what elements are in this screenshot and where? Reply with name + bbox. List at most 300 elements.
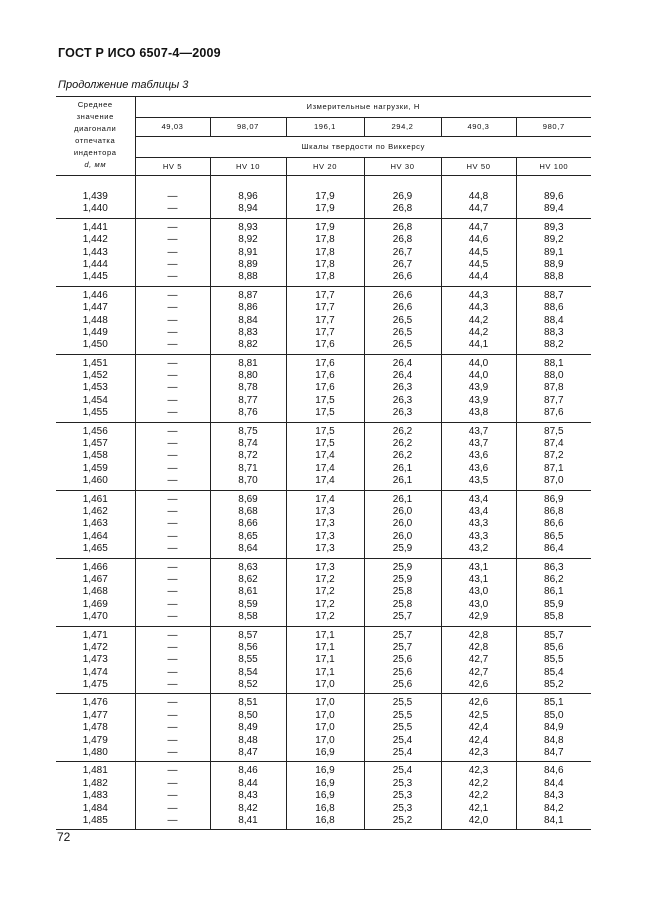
value-hv30: 26,3	[392, 407, 413, 419]
value-hv5: —	[167, 339, 178, 351]
value-d: 1,446	[82, 289, 108, 301]
value-hv20: 17,5	[315, 438, 335, 450]
value-d: 1,477	[82, 709, 108, 721]
value-hv10: 8,46	[238, 765, 258, 777]
value-hv30: 25,3	[392, 790, 413, 802]
value-hv100: 87,0	[544, 475, 564, 487]
value-hv30: 26,8	[392, 221, 413, 233]
value-d: 1,458	[82, 450, 108, 462]
value-hv50: 42,6	[468, 679, 489, 691]
corner-line: индентора	[73, 148, 117, 157]
value-hv100: 86,4	[544, 543, 564, 555]
value-hv20: 16,9	[315, 790, 335, 802]
value-hv20: 17,6	[315, 382, 335, 394]
value-hv50: 44,2	[468, 314, 489, 326]
value-hv10: 8,61	[238, 586, 258, 598]
value-hv20: 17,6	[315, 370, 335, 382]
value-hv50: 43,6	[468, 450, 489, 462]
value-hv50: 43,8	[468, 407, 489, 419]
value-hv10: 8,49	[238, 722, 258, 734]
value-hv30: 25,4	[392, 734, 413, 746]
value-hv5: —	[167, 679, 178, 691]
value-hv20: 17,8	[315, 234, 335, 246]
cell-hv50	[441, 354, 516, 422]
value-hv100: 84,7	[544, 747, 564, 759]
value-hv100: 84,2	[544, 802, 564, 814]
cell-hv30	[364, 762, 441, 830]
value-hv30: 26,7	[392, 246, 413, 258]
cell-hv50	[441, 558, 516, 626]
cell-hv100	[516, 354, 591, 422]
value-hv10: 8,86	[238, 302, 258, 314]
value-d: 1,457	[82, 438, 108, 450]
value-hv20: 17,1	[315, 629, 335, 641]
hardness-table	[56, 96, 591, 830]
value-d: 1,482	[82, 777, 108, 789]
value-hv100: 85,8	[544, 611, 564, 623]
value-hv100: 85,6	[544, 641, 564, 653]
value-hv5: —	[167, 191, 178, 202]
cell-hv20	[286, 626, 364, 694]
value-hv20: 17,5	[315, 407, 335, 419]
cell-d	[56, 490, 135, 558]
value-hv100: 85,7	[544, 629, 564, 641]
value-d: 1,447	[82, 302, 108, 314]
table-caption: Продолжение таблицы 3	[58, 79, 189, 91]
value-hv30: 25,7	[392, 611, 413, 623]
value-hv10: 8,92	[238, 234, 258, 246]
value-hv30: 25,2	[392, 814, 413, 826]
value-hv50: 42,2	[468, 790, 489, 802]
value-hv30: 25,7	[392, 641, 413, 653]
value-hv100: 84,6	[544, 765, 564, 777]
value-hv10: 8,88	[238, 271, 258, 283]
value-hv5: —	[167, 709, 178, 721]
value-hv20: 17,4	[315, 450, 335, 462]
cell-hv30	[364, 188, 441, 218]
value-hv10: 8,56	[238, 641, 258, 653]
value-d: 1,442	[82, 234, 108, 246]
document-header: ГОСТ Р ИСО 6507-4—2009	[58, 46, 221, 60]
value-hv10: 8,96	[238, 191, 258, 202]
value-hv5: —	[167, 586, 178, 598]
value-hv10: 8,78	[238, 382, 258, 394]
value-hv30: 26,5	[392, 314, 413, 326]
value-d: 1,471	[82, 629, 108, 641]
value-hv100: 86,6	[544, 518, 564, 530]
value-hv20: 17,7	[315, 326, 335, 338]
cell-hv100	[516, 490, 591, 558]
value-d: 1,441	[82, 221, 108, 233]
value-hv50: 44,2	[468, 326, 489, 338]
scale-label: HV 30	[364, 158, 441, 176]
value-hv30: 26,0	[392, 518, 413, 530]
cell-hv20	[286, 762, 364, 830]
value-hv100: 86,2	[544, 573, 564, 585]
value-hv20: 17,8	[315, 271, 335, 283]
value-hv20: 17,5	[315, 394, 335, 406]
cell-hv100	[516, 762, 591, 830]
value-hv50: 44,1	[468, 339, 489, 351]
value-d: 1,440	[82, 203, 108, 215]
value-hv50: 43,2	[468, 543, 489, 555]
value-hv100: 87,1	[544, 462, 564, 474]
value-hv20: 17,7	[315, 314, 335, 326]
value-d: 1,455	[82, 407, 108, 419]
cell-hv10	[210, 762, 286, 830]
table-row-group	[56, 286, 591, 354]
value-hv100: 89,4	[544, 203, 564, 215]
load-value: 49,03	[135, 118, 210, 137]
value-hv100: 88,6	[544, 302, 564, 314]
value-hv30: 26,0	[392, 505, 413, 517]
value-hv100: 89,6	[544, 191, 564, 202]
value-hv30: 26,2	[392, 450, 413, 462]
value-hv20: 17,9	[315, 203, 335, 215]
value-hv20: 17,0	[315, 679, 335, 691]
cell-hv5	[135, 626, 210, 694]
value-hv50: 43,6	[468, 462, 489, 474]
value-hv50: 42,0	[468, 814, 489, 826]
value-hv20: 17,2	[315, 573, 335, 585]
cell-hv20	[286, 188, 364, 218]
value-d: 1,459	[82, 462, 108, 474]
cell-hv10	[210, 286, 286, 354]
value-hv10: 8,94	[238, 203, 258, 215]
cell-d	[56, 286, 135, 354]
table-row-group	[56, 626, 591, 694]
value-d: 1,469	[82, 598, 108, 610]
value-hv20: 17,2	[315, 611, 335, 623]
value-hv50: 42,9	[468, 611, 489, 623]
value-hv10: 8,82	[238, 339, 258, 351]
value-hv50: 42,5	[468, 709, 489, 721]
value-hv30: 25,9	[392, 573, 413, 585]
value-d: 1,473	[82, 654, 108, 666]
cell-hv5	[135, 694, 210, 762]
value-hv50: 42,3	[468, 747, 489, 759]
value-hv10: 8,63	[238, 561, 258, 573]
value-hv20: 17,0	[315, 722, 335, 734]
cell-hv20	[286, 218, 364, 286]
value-d: 1,483	[82, 790, 108, 802]
value-hv10: 8,66	[238, 518, 258, 530]
value-hv100: 86,3	[544, 561, 564, 573]
cell-hv30	[364, 286, 441, 354]
value-hv100: 89,2	[544, 234, 564, 246]
value-hv30: 25,5	[392, 709, 413, 721]
value-hv30: 25,8	[392, 586, 413, 598]
value-hv50: 44,7	[468, 203, 489, 215]
value-hv100: 87,4	[544, 438, 564, 450]
value-hv10: 8,52	[238, 679, 258, 691]
value-hv10: 8,62	[238, 573, 258, 585]
value-hv20: 17,0	[315, 709, 335, 721]
value-hv100: 85,2	[544, 679, 564, 691]
cell-hv100	[516, 188, 591, 218]
value-hv10: 8,77	[238, 394, 258, 406]
table-row-group	[56, 490, 591, 558]
value-hv20: 17,3	[315, 518, 335, 530]
value-hv50: 42,4	[468, 734, 489, 746]
cell-hv100	[516, 694, 591, 762]
value-d: 1,470	[82, 611, 108, 623]
value-hv5: —	[167, 697, 178, 709]
value-hv5: —	[167, 438, 178, 450]
value-hv100: 86,9	[544, 493, 564, 505]
value-hv100: 85,1	[544, 697, 564, 709]
cell-hv10	[210, 558, 286, 626]
value-hv5: —	[167, 425, 178, 437]
value-hv10: 8,87	[238, 289, 258, 301]
value-hv20: 17,4	[315, 493, 335, 505]
value-hv5: —	[167, 493, 178, 505]
value-hv10: 8,83	[238, 326, 258, 338]
value-hv10: 8,41	[238, 814, 258, 826]
value-hv5: —	[167, 765, 178, 777]
cell-d	[56, 188, 135, 218]
value-hv5: —	[167, 505, 178, 517]
value-hv100: 87,7	[544, 394, 564, 406]
value-hv5: —	[167, 302, 178, 314]
value-d: 1,439	[82, 191, 108, 202]
value-d: 1,465	[82, 543, 108, 555]
value-d: 1,454	[82, 394, 108, 406]
value-hv5: —	[167, 747, 178, 759]
value-hv30: 25,5	[392, 697, 413, 709]
value-d: 1,451	[82, 357, 108, 369]
cell-hv20	[286, 422, 364, 490]
value-hv30: 26,6	[392, 302, 413, 314]
value-hv10: 8,68	[238, 505, 258, 517]
value-hv50: 43,0	[468, 586, 489, 598]
value-hv10: 8,65	[238, 530, 258, 542]
value-hv5: —	[167, 666, 178, 678]
value-hv20: 17,3	[315, 561, 335, 573]
value-d: 1,475	[82, 679, 108, 691]
value-hv50: 42,8	[468, 641, 489, 653]
value-hv50: 43,9	[468, 394, 489, 406]
cell-hv10	[210, 626, 286, 694]
value-hv20: 17,3	[315, 505, 335, 517]
value-hv30: 26,6	[392, 289, 413, 301]
value-hv30: 26,9	[392, 191, 413, 202]
value-hv5: —	[167, 246, 178, 258]
cell-hv10	[210, 354, 286, 422]
value-hv100: 84,4	[544, 777, 564, 789]
scale-label: HV 20	[286, 158, 364, 176]
value-hv100: 88,1	[544, 357, 564, 369]
value-hv30: 25,9	[392, 543, 413, 555]
value-hv30: 26,7	[392, 258, 413, 270]
value-hv100: 84,3	[544, 790, 564, 802]
value-hv20: 17,4	[315, 462, 335, 474]
value-hv30: 26,6	[392, 271, 413, 283]
scale-label: HV 5	[135, 158, 210, 176]
value-hv30: 25,6	[392, 679, 413, 691]
value-d: 1,453	[82, 382, 108, 394]
value-hv30: 25,6	[392, 654, 413, 666]
load-value: 98,07	[210, 118, 286, 137]
value-hv50: 42,6	[468, 697, 489, 709]
value-d: 1,478	[82, 722, 108, 734]
value-hv30: 25,3	[392, 802, 413, 814]
value-hv30: 25,7	[392, 629, 413, 641]
corner-unit: d, мм	[84, 160, 107, 169]
value-hv20: 17,2	[315, 586, 335, 598]
cell-hv10	[210, 188, 286, 218]
cell-d	[56, 762, 135, 830]
value-hv20: 17,0	[315, 697, 335, 709]
value-hv100: 88,4	[544, 314, 564, 326]
value-hv5: —	[167, 258, 178, 270]
value-hv20: 17,6	[315, 339, 335, 351]
cell-hv30	[364, 490, 441, 558]
value-d: 1,485	[82, 814, 108, 826]
value-hv5: —	[167, 802, 178, 814]
load-value: 490,3	[441, 118, 516, 137]
value-d: 1,456	[82, 425, 108, 437]
value-hv30: 26,2	[392, 425, 413, 437]
value-hv5: —	[167, 573, 178, 585]
value-hv5: —	[167, 314, 178, 326]
cell-hv20	[286, 694, 364, 762]
value-hv20: 17,5	[315, 425, 335, 437]
value-d: 1,461	[82, 493, 108, 505]
cell-hv100	[516, 626, 591, 694]
corner-line: отпечатка	[75, 136, 116, 145]
cell-hv100	[516, 422, 591, 490]
cell-d	[56, 354, 135, 422]
value-hv10: 8,64	[238, 543, 258, 555]
value-hv10: 8,91	[238, 246, 258, 258]
value-d: 1,474	[82, 666, 108, 678]
value-hv10: 8,42	[238, 802, 258, 814]
value-hv50: 43,4	[468, 493, 489, 505]
value-d: 1,449	[82, 326, 108, 338]
cell-hv100	[516, 286, 591, 354]
value-hv100: 84,9	[544, 722, 564, 734]
cell-hv5	[135, 490, 210, 558]
value-hv100: 84,8	[544, 734, 564, 746]
value-hv100: 87,5	[544, 425, 564, 437]
value-hv20: 17,6	[315, 357, 335, 369]
value-hv50: 44,3	[468, 289, 489, 301]
value-hv30: 26,1	[392, 493, 413, 505]
value-hv10: 8,69	[238, 493, 258, 505]
table-row-group	[56, 694, 591, 762]
value-hv50: 44,5	[468, 246, 489, 258]
value-hv5: —	[167, 394, 178, 406]
cell-d	[56, 218, 135, 286]
value-hv5: —	[167, 790, 178, 802]
value-hv5: —	[167, 357, 178, 369]
diagonal-column-header	[56, 97, 135, 176]
value-d: 1,467	[82, 573, 108, 585]
value-hv100: 86,8	[544, 505, 564, 517]
value-hv10: 8,54	[238, 666, 258, 678]
cell-hv10	[210, 422, 286, 490]
cell-hv5	[135, 286, 210, 354]
value-hv20: 16,8	[315, 802, 335, 814]
value-hv30: 26,1	[392, 462, 413, 474]
value-d: 1,444	[82, 258, 108, 270]
value-hv30: 26,3	[392, 394, 413, 406]
value-hv10: 8,72	[238, 450, 258, 462]
value-hv30: 25,4	[392, 747, 413, 759]
value-hv50: 43,5	[468, 475, 489, 487]
value-hv10: 8,70	[238, 475, 258, 487]
value-hv10: 8,71	[238, 462, 258, 474]
value-hv20: 16,9	[315, 747, 335, 759]
cell-hv5	[135, 762, 210, 830]
value-hv10: 8,47	[238, 747, 258, 759]
value-hv5: —	[167, 654, 178, 666]
value-hv30: 25,9	[392, 561, 413, 573]
value-hv10: 8,44	[238, 777, 258, 789]
value-d: 1,463	[82, 518, 108, 530]
value-hv50: 44,7	[468, 221, 489, 233]
value-hv5: —	[167, 734, 178, 746]
cell-hv30	[364, 218, 441, 286]
value-hv10: 8,51	[238, 697, 258, 709]
cell-hv50	[441, 490, 516, 558]
value-hv100: 88,7	[544, 289, 564, 301]
value-hv20: 17,1	[315, 654, 335, 666]
value-hv5: —	[167, 598, 178, 610]
value-hv20: 16,8	[315, 814, 335, 826]
value-hv30: 25,4	[392, 765, 413, 777]
value-hv30: 26,3	[392, 382, 413, 394]
corner-line: диагонали	[74, 124, 117, 133]
value-hv5: —	[167, 326, 178, 338]
table-row-group	[56, 762, 591, 830]
corner-line: значение	[76, 112, 114, 121]
cell-hv50	[441, 286, 516, 354]
value-hv20: 17,9	[315, 191, 335, 202]
value-d: 1,462	[82, 505, 108, 517]
value-hv100: 89,3	[544, 221, 564, 233]
cell-hv20	[286, 490, 364, 558]
value-hv100: 85,9	[544, 598, 564, 610]
value-hv10: 8,57	[238, 629, 258, 641]
cell-hv5	[135, 188, 210, 218]
value-hv50: 43,3	[468, 518, 489, 530]
cell-d	[56, 694, 135, 762]
value-hv5: —	[167, 518, 178, 530]
value-hv50: 43,4	[468, 505, 489, 517]
value-hv50: 44,8	[468, 191, 489, 202]
value-hv5: —	[167, 611, 178, 623]
value-hv5: —	[167, 462, 178, 474]
value-hv5: —	[167, 370, 178, 382]
value-hv100: 87,2	[544, 450, 564, 462]
value-hv50: 43,1	[468, 561, 489, 573]
cell-hv50	[441, 218, 516, 286]
value-hv100: 85,0	[544, 709, 564, 721]
load-value: 196,1	[286, 118, 364, 137]
value-hv100: 88,8	[544, 271, 564, 283]
value-hv50: 43,1	[468, 573, 489, 585]
value-hv5: —	[167, 629, 178, 641]
value-hv5: —	[167, 407, 178, 419]
value-hv30: 25,3	[392, 777, 413, 789]
value-hv20: 17,3	[315, 530, 335, 542]
value-d: 1,450	[82, 339, 108, 351]
value-hv20: 17,3	[315, 543, 335, 555]
value-hv10: 8,55	[238, 654, 258, 666]
cell-hv30	[364, 558, 441, 626]
